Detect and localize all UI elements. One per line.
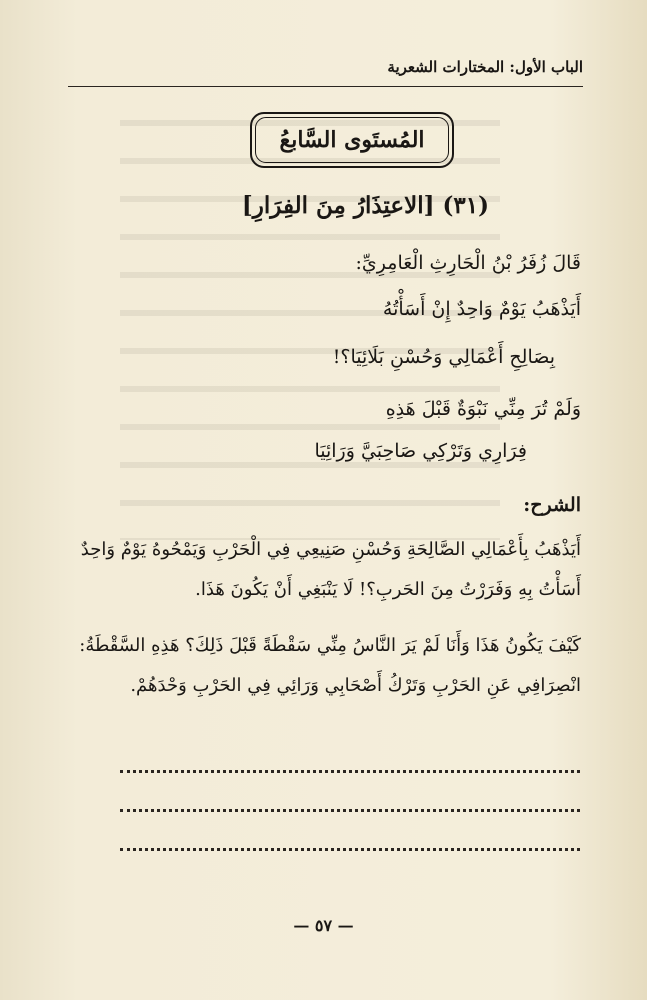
dotted-line xyxy=(120,809,580,812)
verse-line: فِرَارِي وَتَرْكِي صَاحِبَيَّ وَرَائِيَا xyxy=(314,440,527,462)
verse-line: وَلَمْ تُرَ مِنِّي نَبْوَةٌ قَبْلَ هَذِهِ xyxy=(385,398,581,420)
explanation-paragraph: كَيْفَ يَكُونُ هَذَا وَأَنَا لَمْ يَرَ النَّاسُ مِنِّي سَقْطَةً قَبْلَ ذَلِكَ؟ هَذِهِ السَّقْطَةُ: انْصِرَافِي عَنِ الحَرْبِ وَتَرْكُ أَصْحَابِي وَرَائِي فِي الحَرْبِ وَحْدَهُمْ. xyxy=(79,635,581,696)
bleed-through-text xyxy=(120,120,500,540)
level-title: المُستَوى السَّابعُ xyxy=(279,127,425,153)
level-title-frame xyxy=(250,112,454,168)
dotted-line xyxy=(120,848,580,851)
dotted-line xyxy=(120,770,580,773)
explanation-label: الشرح: xyxy=(523,494,581,516)
running-header: الباب الأول: المختارات الشعرية xyxy=(387,58,583,76)
poem-intro: قَالَ زُفَرُ بْنُ الْحَارِثِ الْعَامِرِيِّ: xyxy=(355,252,581,274)
page-number: — ٥٧ — xyxy=(293,916,354,935)
header-rule xyxy=(68,86,583,87)
explanation-paragraph: أَيَذْهَبُ بِأَعْمَالِي الصَّالِحَةِ وَحُسْنِ صَنِيعِي فِي الْحَرْبِ وَيَمْحُوهُ يَوْمٌ وَاحِدٌ أَسَأْتُ بِهِ وَفَرَرْتُ مِنَ الحَربِ؟! لَا يَنْبَغِي أَنْ يَكُونَ هَذَا. xyxy=(80,539,581,600)
verse-line: بِصَالِحِ أَعْمَالِي وَحُسْنِ بَلَائِيَا؟! xyxy=(332,346,555,368)
verse-line: أَيَذْهَبُ يَوْمٌ وَاحِدٌ إِنْ أَسَأْتُهُ xyxy=(382,298,581,320)
section-title: (٣١) [الاعتِذَارُ مِنَ الفِرَارِ] xyxy=(241,192,489,219)
